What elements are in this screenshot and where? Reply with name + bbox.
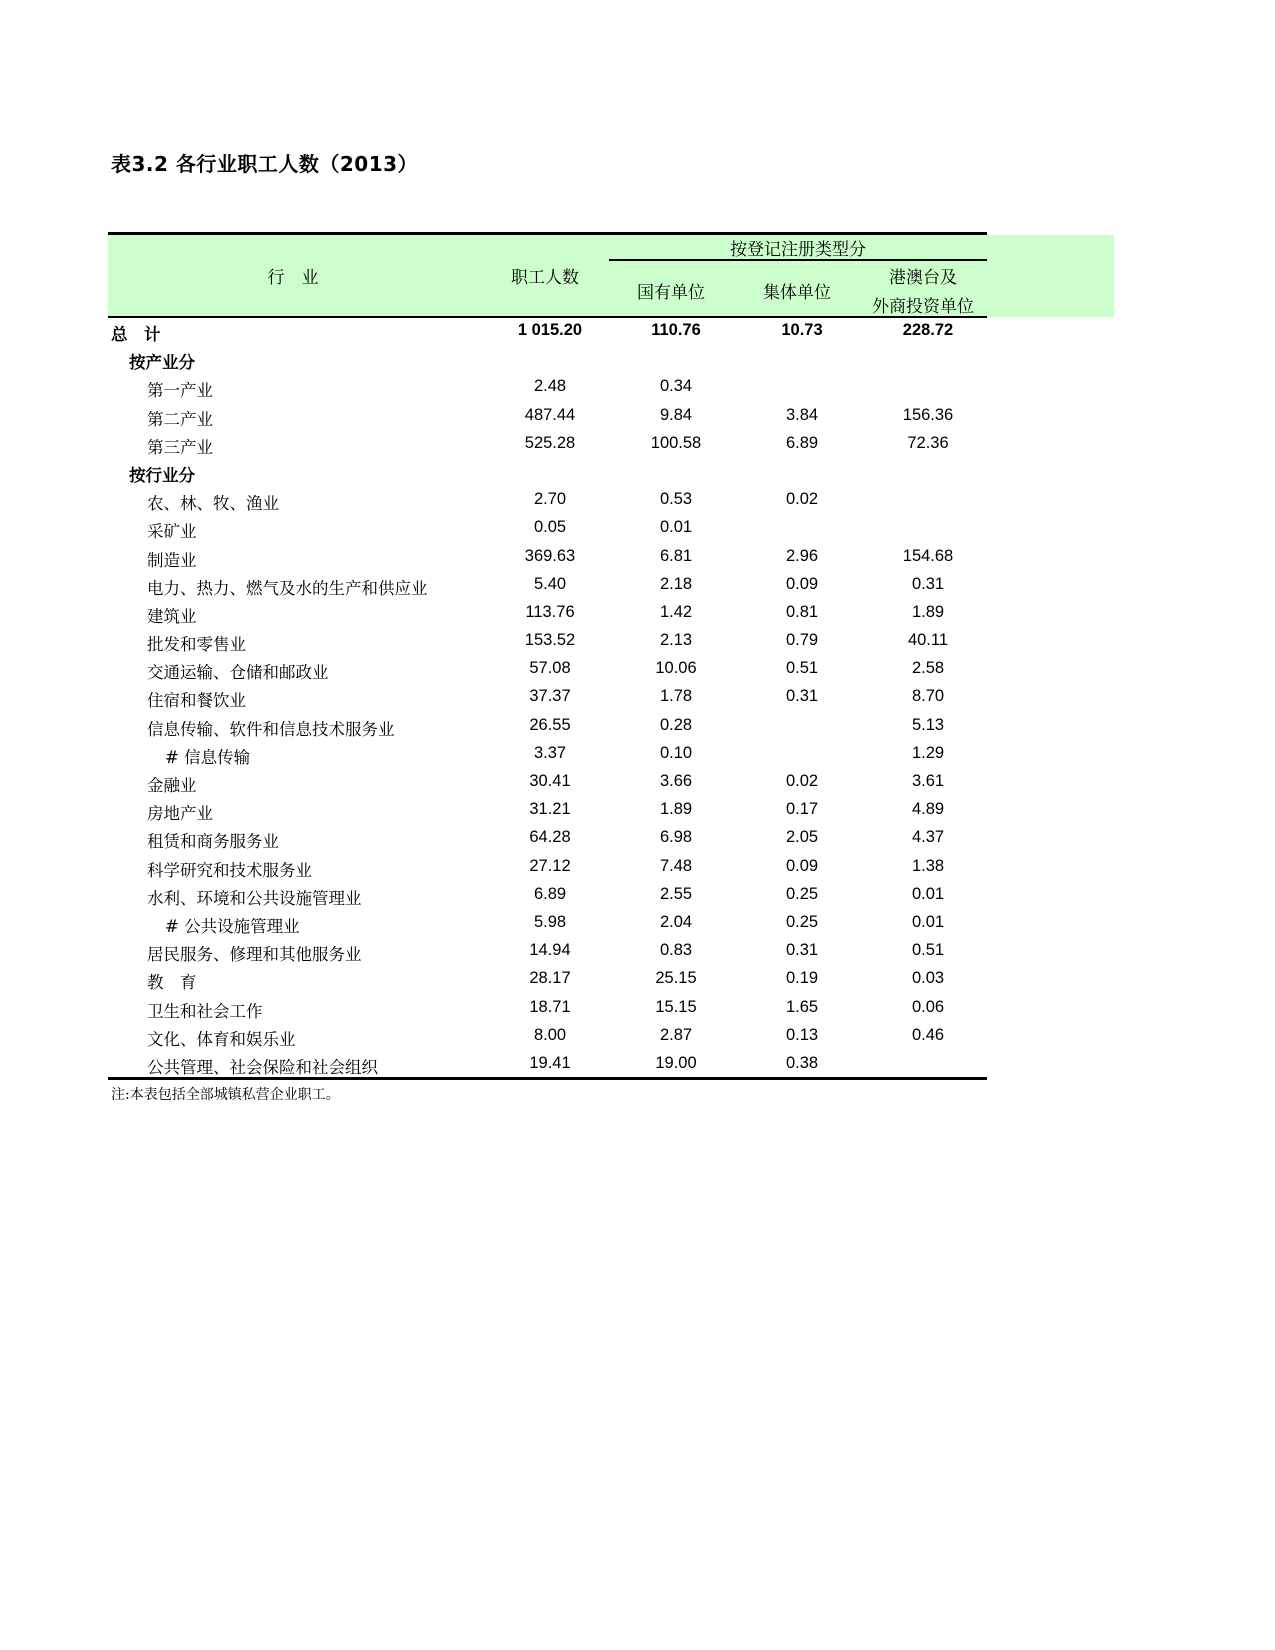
cell-foreign-invested: 0.46: [911, 1025, 945, 1044]
cell-state-owned: 25.15: [655, 969, 697, 988]
table-row: [108, 345, 987, 373]
cell-foreign-invested: 0.51: [911, 941, 945, 960]
row-label: 电力、热力、燃气及水的生产和供应业: [147, 578, 428, 598]
cell-total-workers: 487.44: [524, 405, 576, 424]
cell-foreign-invested: 0.06: [911, 997, 945, 1016]
cell-foreign-invested: 1.89: [911, 602, 945, 621]
cell-foreign-invested: 5.13: [911, 715, 945, 734]
table-body: [108, 317, 987, 1078]
cell-state-owned: 6.98: [659, 828, 693, 847]
cell-collective: 0.81: [785, 602, 819, 621]
cell-state-owned: 0.34: [659, 377, 693, 396]
cell-total-workers: 57.08: [529, 659, 571, 678]
cell-foreign-invested: 4.89: [911, 800, 945, 819]
cell-foreign-invested: 0.01: [911, 912, 945, 931]
cell-state-owned: 0.28: [659, 715, 693, 734]
row-label: 住宿和餐饮业: [147, 691, 246, 711]
cell-collective: 0.02: [785, 772, 819, 790]
cell-collective: 0.09: [785, 574, 819, 593]
header-foreign-line1: 港澳台及: [889, 268, 957, 288]
cell-foreign-invested: 8.70: [911, 687, 945, 706]
cell-foreign-invested: 156.36: [902, 405, 954, 424]
cell-total-workers: 5.40: [533, 574, 567, 593]
table-row: [108, 853, 987, 881]
cell-foreign-invested: 3.61: [911, 772, 945, 790]
row-label: 总 计: [111, 325, 161, 344]
row-label: 第一产业: [147, 381, 213, 401]
cell-collective: 2.96: [785, 546, 819, 565]
table-row: [108, 373, 987, 401]
cell-collective: 3.84: [785, 405, 819, 424]
cell-foreign-invested: 0.03: [911, 969, 945, 988]
cell-foreign-invested: 1.38: [911, 856, 945, 875]
cell-state-owned: 6.81: [659, 546, 693, 565]
table-row: [108, 1022, 987, 1050]
cell-foreign-invested: 228.72: [902, 321, 954, 339]
table-row: [108, 317, 987, 345]
row-label: 第二产业: [147, 409, 213, 429]
cell-total-workers: 113.76: [525, 602, 575, 621]
row-label: 房地产业: [147, 804, 213, 824]
table-row: [108, 430, 987, 458]
cell-collective: 0.02: [785, 490, 819, 509]
cell-state-owned: 2.13: [659, 631, 693, 650]
row-label: 公共管理、社会保险和社会组织: [147, 1057, 378, 1077]
table-row: [108, 571, 987, 599]
row-label: 制造业: [147, 550, 197, 570]
row-label: 科学研究和技术服务业: [147, 860, 312, 880]
cell-total-workers: 3.37: [533, 743, 567, 762]
cell-state-owned: 2.87: [659, 1025, 693, 1044]
cell-collective: 0.51: [785, 659, 819, 678]
cell-foreign-invested: 0.01: [911, 884, 945, 903]
table-row: [108, 768, 987, 796]
cell-collective: 0.31: [785, 687, 819, 706]
cell-foreign-invested: 40.11: [907, 631, 949, 650]
cell-total-workers: 153.52: [524, 631, 576, 650]
row-label: 文化、体育和娱乐业: [147, 1029, 296, 1049]
cell-state-owned: 9.84: [659, 405, 693, 424]
table-row: [108, 486, 987, 514]
cell-state-owned: 0.10: [659, 743, 693, 762]
table-row: [108, 402, 987, 430]
cell-total-workers: 525.28: [524, 433, 576, 452]
cell-state-owned: 19.00: [655, 1053, 697, 1072]
table-title: 表3.2 各行业职工人数（2013）: [111, 152, 419, 176]
row-label: # 信息传输: [165, 747, 251, 767]
row-label: 批发和零售业: [147, 635, 246, 655]
cell-total-workers: 14.94: [529, 941, 571, 960]
header-total-workers: 职工人数: [511, 268, 579, 288]
row-label: 交通运输、仓储和邮政业: [147, 663, 329, 683]
cell-collective: 2.05: [785, 828, 819, 847]
cell-foreign-invested: 2.58: [911, 659, 945, 678]
row-label: 按产业分: [129, 353, 195, 373]
row-label: 第三产业: [147, 437, 213, 457]
cell-collective: 0.25: [785, 912, 819, 931]
cell-foreign-invested: 4.37: [911, 828, 945, 847]
bottom-rule: [108, 1077, 987, 1080]
cell-collective: 0.31: [785, 941, 819, 960]
cell-state-owned: 1.78: [659, 687, 693, 706]
cell-total-workers: 6.89: [533, 884, 567, 903]
row-label: 教 育: [147, 973, 197, 993]
header-state-owned: 国有单位: [637, 283, 705, 303]
table-note: 注:本表包括全部城镇私营企业职工。: [111, 1087, 340, 1103]
cell-total-workers: 27.12: [529, 856, 571, 875]
table-row: [108, 824, 987, 852]
table-row: [108, 683, 987, 711]
cell-state-owned: 7.48: [659, 856, 693, 875]
row-label: 建筑业: [147, 606, 197, 626]
table-row: [108, 543, 987, 571]
cell-total-workers: 8.00: [533, 1025, 567, 1044]
table-row: [108, 599, 987, 627]
cell-collective: 1.65: [785, 997, 819, 1016]
row-label: 农、林、牧、渔业: [147, 494, 279, 514]
row-label: 卫生和社会工作: [147, 1001, 263, 1021]
cell-total-workers: 31.21: [529, 800, 571, 819]
cell-total-workers: 19.41: [529, 1053, 571, 1072]
cell-total-workers: 0.05: [533, 518, 567, 537]
cell-state-owned: 2.04: [659, 912, 693, 931]
cell-state-owned: 1.89: [659, 800, 693, 819]
cell-state-owned: 3.66: [659, 772, 693, 790]
cell-collective: 0.17: [785, 800, 819, 819]
table-row: [108, 994, 987, 1022]
row-label: 采矿业: [147, 522, 197, 542]
cell-total-workers: 30.41: [529, 772, 571, 790]
cell-foreign-invested: 154.68: [902, 546, 954, 565]
table-row: [108, 909, 987, 937]
cell-state-owned: 0.83: [659, 941, 693, 960]
cell-collective: 6.89: [785, 433, 819, 452]
table-row: [108, 514, 987, 542]
cell-state-owned: 0.01: [659, 518, 693, 537]
table-row: [108, 796, 987, 824]
cell-state-owned: 2.55: [659, 884, 693, 903]
cell-foreign-invested: 1.29: [911, 743, 945, 762]
cell-total-workers: 369.63: [524, 546, 576, 565]
row-label: # 公共设施管理业: [165, 916, 300, 936]
row-label: 租赁和商务服务业: [147, 832, 279, 852]
table-row: [108, 1050, 987, 1078]
row-label: 居民服务、修理和其他服务业: [147, 945, 362, 965]
cell-total-workers: 2.48: [533, 377, 567, 396]
table-row: [108, 965, 987, 993]
cell-state-owned: 100.58: [650, 433, 702, 452]
cell-total-workers: 28.17: [529, 969, 571, 988]
row-label: 水利、环境和公共设施管理业: [147, 888, 362, 908]
cell-collective: 10.73: [781, 321, 823, 339]
cell-collective: 0.13: [785, 1025, 819, 1044]
cell-state-owned: 2.18: [659, 574, 693, 593]
header-group-registration-type: 按登记注册类型分: [730, 240, 866, 260]
cell-state-owned: 15.15: [655, 997, 697, 1016]
cell-total-workers: 37.37: [529, 687, 571, 706]
cell-total-workers: 2.70: [533, 490, 567, 509]
cell-collective: 0.38: [785, 1053, 819, 1072]
table-row: [108, 740, 987, 768]
header-collective: 集体单位: [763, 283, 831, 303]
cell-collective: 0.79: [785, 631, 819, 650]
row-label: 信息传输、软件和信息技术服务业: [147, 719, 395, 739]
cell-total-workers: 64.28: [529, 828, 571, 847]
table-row: [108, 881, 987, 909]
table-row: [108, 627, 987, 655]
header-industry: 行 业: [267, 268, 319, 288]
cell-state-owned: 1.42: [659, 602, 693, 621]
cell-state-owned: 10.06: [655, 659, 697, 678]
table-row: [108, 655, 987, 683]
cell-total-workers: 5.98: [533, 912, 567, 931]
cell-state-owned: 0.53: [659, 490, 693, 509]
cell-foreign-invested: 72.36: [907, 433, 949, 452]
cell-collective: 0.25: [785, 884, 819, 903]
cell-foreign-invested: 0.31: [911, 574, 945, 593]
header-foreign-line2: 外商投资单位: [872, 297, 974, 317]
row-label: 按行业分: [129, 465, 195, 485]
table-row: [108, 712, 987, 740]
cell-collective: 0.09: [785, 856, 819, 875]
cell-total-workers: 18.71: [529, 997, 571, 1016]
cell-total-workers: 26.55: [529, 715, 571, 734]
row-label: 金融业: [147, 776, 197, 795]
table-row: [108, 458, 987, 486]
table-row: [108, 937, 987, 965]
cell-state-owned: 110.76: [651, 321, 701, 339]
cell-total-workers: 1 015.20: [517, 321, 583, 339]
cell-collective: 0.19: [785, 969, 819, 988]
